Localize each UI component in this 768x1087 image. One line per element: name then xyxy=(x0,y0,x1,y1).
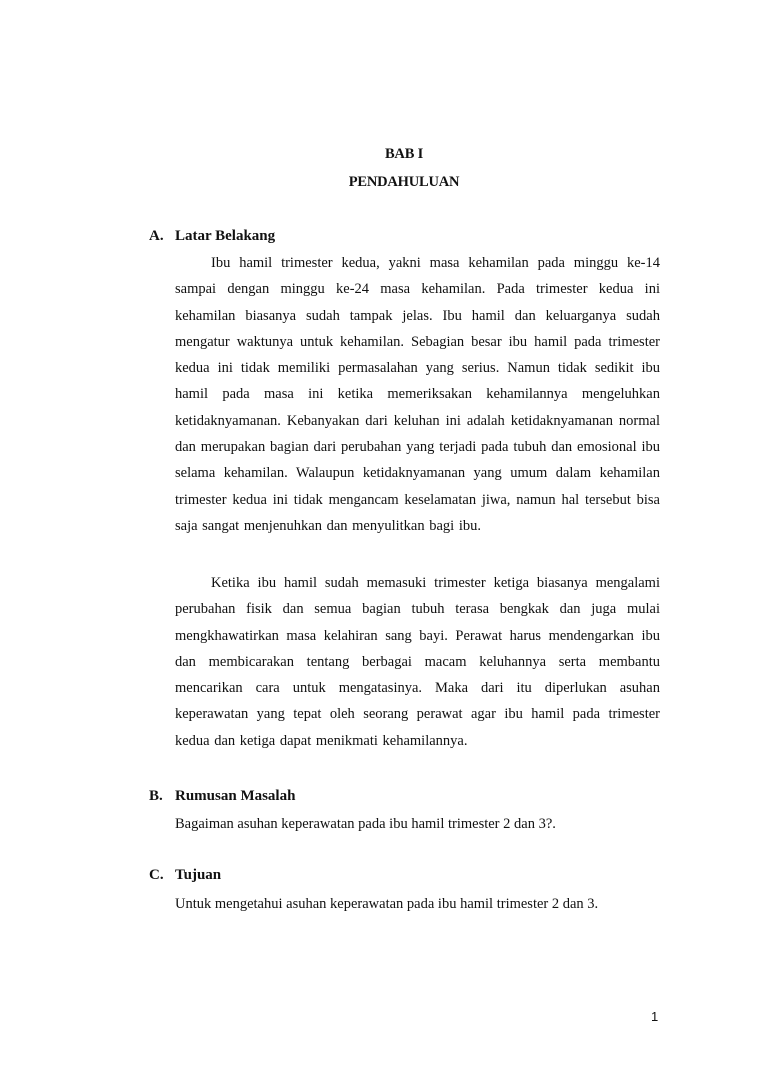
section-a-letter: A. xyxy=(149,228,164,244)
section-a-heading xyxy=(149,228,275,245)
page-number: 1 xyxy=(651,1009,659,1024)
background-paragraph-2: Ketika ibu hamil sudah memasuki trimester ketiga biasanya mengalami perubahan fisik dan semua bagian tubuh terasa bengkak dan juga mulai mengkhawatirkan masa kelahiran sang bayi. Perawat harus mendengarkan ibu dan membicarakan tentang berbagai macam keluhannya serta membantu mencarikan cara untuk mengatasinya. Maka dari itu diperlukan asuhan keperawatan yang tepat oleh seorang perawat agar ibu hamil pada trimester kedua dan ketiga dapat menikmati kehamilannya. xyxy=(175,575,660,749)
section-c-heading xyxy=(149,867,221,884)
section-b-letter: B. xyxy=(149,788,163,804)
section-b-title: Rumusan Masalah xyxy=(175,788,296,804)
section-a-title: Latar Belakang xyxy=(175,228,276,244)
section-b-heading xyxy=(149,788,295,805)
chapter-label: BAB I xyxy=(384,146,424,162)
section-c-letter: C. xyxy=(149,867,164,883)
chapter-title: PENDAHULUAN xyxy=(348,174,460,190)
section-c-title: Tujuan xyxy=(175,867,222,883)
problem-statement-text: Bagaiman asuhan keperawatan pada ibu hamil trimester 2 dan 3?. xyxy=(175,816,556,832)
objective-text: Untuk mengetahui asuhan keperawatan pada ibu hamil trimester 2 dan 3. xyxy=(175,896,599,912)
background-paragraph-1: Ibu hamil trimester kedua, yakni masa kehamilan pada minggu ke-14 sampai dengan minggu ke-24 masa kehamilan. Pada trimester kedua ini kehamilan biasanya sudah tampak jelas. Ibu hamil dan keluarganya sudah mengatur waktunya untuk kehamilan. Sebagian besar ibu hamil pada trimester kedua ini tidak memiliki permasalahan yang serius. Namun tidak sedikit ibu hamil pada masa ini ketika memeriksakan kehamilannya mengeluhkan ketidaknyamanan. Kebanyakan dari keluhan ini adalah ketidaknyamanan normal dan merupakan bagian dari perubahan yang terjadi pada tubuh dan emosional ibu selama kehamilan. Walaupun ketidaknyamanan yang umum dalam kehamilan trimester kedua ini tidak mengancam keselamatan jiwa, namun hal tersebut bisa saja sangat menjenuhkan dan menyulitkan bagi ibu. xyxy=(175,255,660,534)
